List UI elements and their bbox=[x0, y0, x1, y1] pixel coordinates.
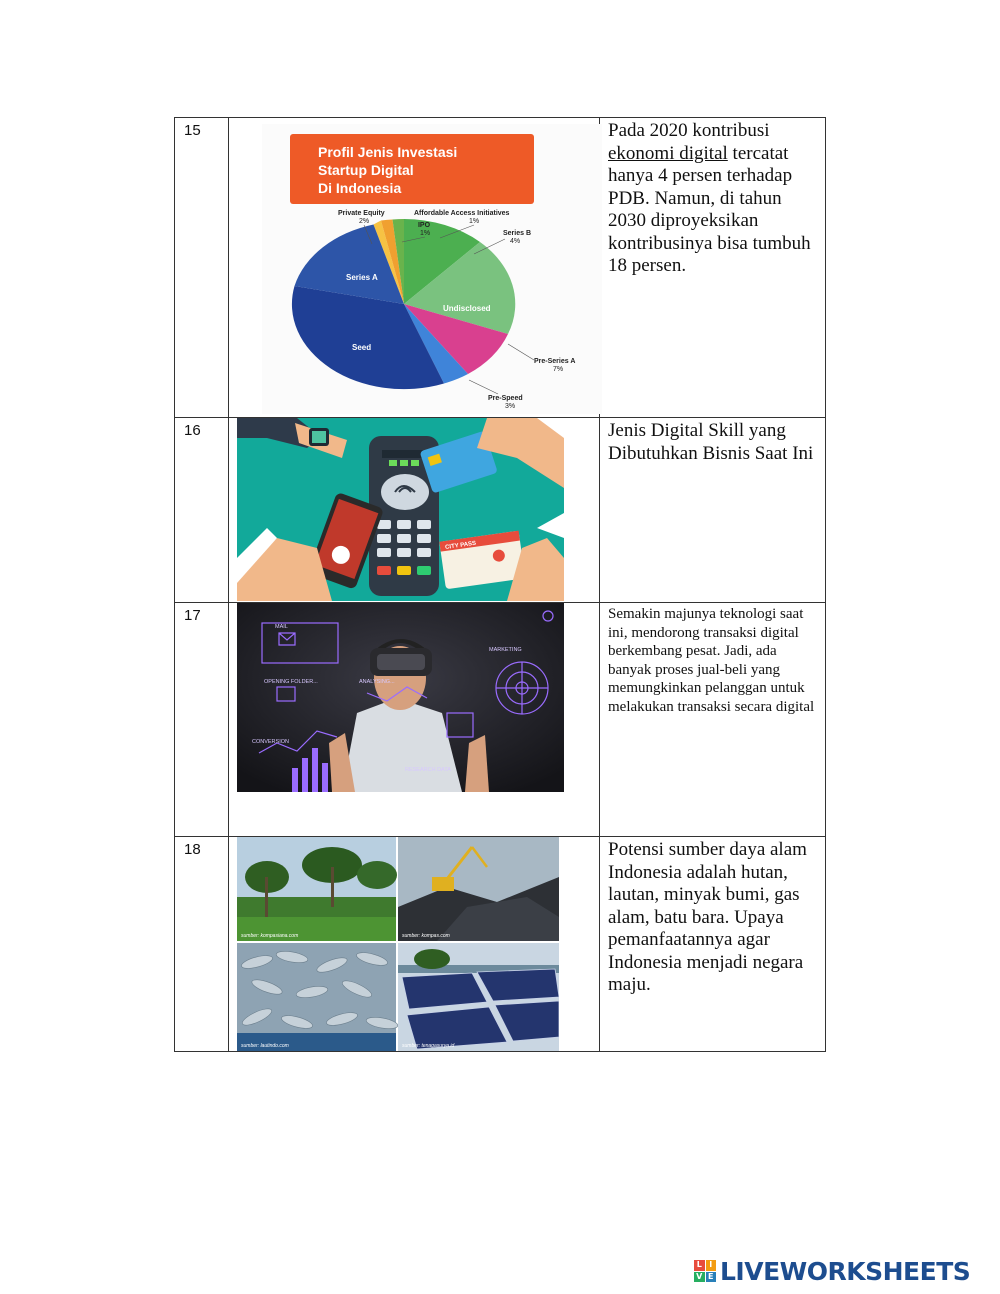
svg-text:Undisclosed: Undisclosed bbox=[443, 304, 491, 313]
svg-text:Affordable Access Initiatives: Affordable Access Initiatives bbox=[414, 210, 510, 217]
hud-label: ANALYSING... bbox=[359, 679, 395, 685]
photo-caption: sumber: lautindo.com bbox=[241, 1043, 289, 1049]
payment-terminal-illustration bbox=[237, 418, 564, 601]
investment-pie-chart bbox=[262, 124, 602, 414]
liveworksheets-watermark bbox=[694, 1256, 970, 1286]
chart-title-line: Di Indonesia bbox=[318, 180, 402, 196]
table-row bbox=[175, 837, 826, 1052]
row-number: 18 bbox=[175, 837, 229, 1052]
description-cell: Semakin majunya teknologi saat ini, mendorong transaksi digital berkembang pesat. Jadi, ada banyak proses jual-beli yang memungkinkan pelanggan untuk melakukan transaksi secara digital bbox=[600, 603, 826, 837]
hud-label: OPENING FOLDER... bbox=[264, 679, 318, 685]
photo-caption: sumber: kompasiana.com bbox=[241, 933, 299, 939]
image-cell bbox=[229, 837, 600, 1052]
hud-label: MARKETING bbox=[489, 647, 522, 653]
chart-title-line: Profil Jenis Investasi bbox=[318, 144, 458, 160]
image-cell bbox=[229, 418, 600, 603]
svg-text:3%: 3% bbox=[504, 403, 516, 410]
hud-label: RESEARCH DATA bbox=[405, 767, 451, 773]
svg-text:Private Equity: Private Equity bbox=[338, 210, 385, 217]
description-cell: Potensi sumber daya alam Indonesia adalah hutan, lautan, minyak bumi, gas alam, batu bara. Upaya pemanfaatannya agar Indonesia menjadi negara maju. bbox=[600, 837, 826, 1052]
description-text: Pada 2020 kontribusi bbox=[608, 120, 770, 141]
description-cell: Jenis Digital Skill yang Dibutuhkan Bisnis Saat Ini bbox=[600, 418, 826, 603]
description-cell bbox=[600, 118, 826, 418]
svg-text:IPO: IPO bbox=[417, 222, 431, 229]
row-number: 15 bbox=[175, 118, 229, 418]
image-cell bbox=[229, 603, 600, 837]
description-text: tercatat hanya 4 persen terhadap PDB. Namun, di tahun 2030 diproyeksikan kontribusinya bisa tumbuh 18 persen. bbox=[608, 142, 811, 276]
svg-text:Series B: Series B bbox=[503, 230, 532, 237]
svg-text:4%: 4% bbox=[509, 238, 521, 245]
svg-text:1%: 1% bbox=[468, 218, 480, 225]
table-row bbox=[175, 418, 826, 603]
city-pass-label: CITY PASS bbox=[444, 540, 477, 551]
image-cell bbox=[229, 118, 600, 418]
svg-text:2%: 2% bbox=[358, 218, 370, 225]
hud-label: MAIL bbox=[275, 624, 288, 630]
vr-technology-photo bbox=[237, 603, 564, 792]
table-row bbox=[175, 603, 826, 837]
photo-caption: sumber: tenagasurya.id bbox=[402, 1043, 455, 1049]
photo-caption: sumber: kompas.com bbox=[402, 933, 450, 939]
table-row bbox=[175, 118, 826, 418]
row-number: 16 bbox=[175, 418, 229, 603]
svg-text:Pre-Series A: Pre-Series A bbox=[534, 358, 576, 365]
liveworksheets-logo-icon: L I V E bbox=[694, 1260, 716, 1282]
natural-resources-collage bbox=[237, 837, 559, 1051]
svg-text:Series A: Series A bbox=[346, 273, 378, 282]
hud-label: CONVERSION bbox=[252, 739, 289, 745]
chart-title-line: Startup Digital bbox=[318, 162, 414, 178]
description-link-ekonomi-digital: ekonomi digital bbox=[608, 142, 728, 164]
svg-text:Seed: Seed bbox=[352, 343, 372, 352]
row-number: 17 bbox=[175, 603, 229, 837]
worksheet-table bbox=[174, 117, 826, 1052]
watermark-text: LIVEWORKSHEETS bbox=[720, 1256, 971, 1286]
svg-text:Pre-Speed: Pre-Speed bbox=[488, 395, 523, 402]
svg-text:1%: 1% bbox=[419, 230, 431, 237]
svg-text:7%: 7% bbox=[552, 366, 564, 373]
